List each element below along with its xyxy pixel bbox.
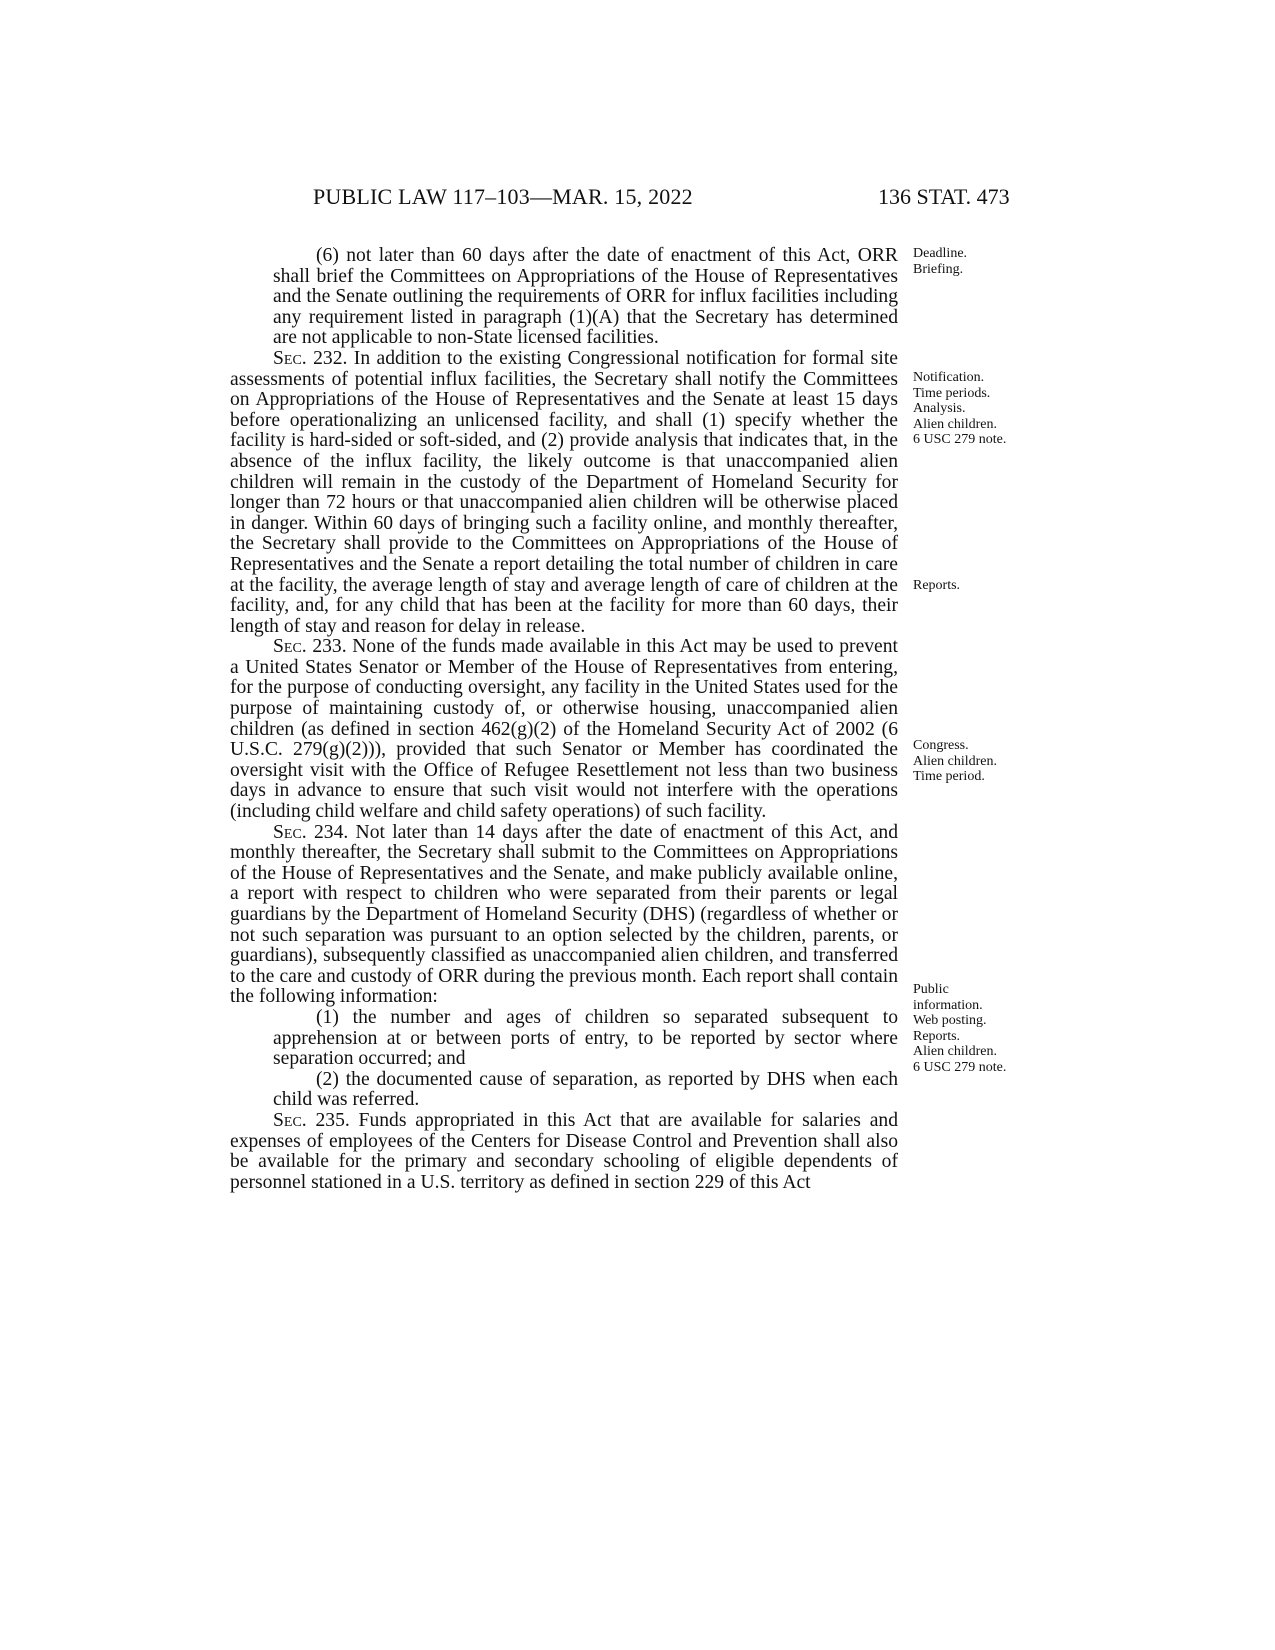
margin-note-line: Briefing. — [913, 261, 964, 277]
section-text: 233. None of the funds made available in this Act may be used to prevent a United States Senator or Member of the House of Representatives from entering, for the purpose of conducting oversight, any facility in the United States used for the purpose of maintaining custody of, or otherwise housing, unaccompanied alien children (as defined in section 462(g)(2) of the Homeland Security Act of 2002 (6 U.S.C. 279(g)(2))), provided that such Senator or Member has coordinated the oversight visit with the Office of Refugee Resettlement not less than two business days in advance to ensure that such visit would not interfere with the operations (including child welfare and child safety operations) of such facility. — [230, 636, 898, 823]
section-235 — [230, 1111, 898, 1193]
margin-note-line: Reports. — [913, 578, 961, 593]
paragraph-text: (6) not later than 60 days after the date of enactment of this Act, ORR shall brief the Committees on Appropriations of the House of Representatives and the Senate outlining the requirements of ORR for influx facilities including any requirement listed in paragraph (1)(A) that the Secretary has determined are not applicable to non-State licensed facilities. — [273, 245, 898, 349]
margin-note-line: Public — [913, 982, 949, 997]
section-text: 234. Not later than 14 days after the date of enactment of this Act, and monthly thereafter, the Secretary shall submit to the Committees on Appropriations of the House of Representatives and the Senate, and make publicly available online, a report with respect to children who were separated from their parents or legal guardians by the Department of Homeland Security (DHS) (regardless of whether or not such separation was pursuant to an option selected by the children, parents, or guardians), subsequently classified as unaccompanied alien children, and transferred to the care and custody of ORR during the previous month. Each report shall contain the following information: — [230, 821, 898, 1008]
section-234 — [230, 823, 898, 1008]
section-233 — [230, 637, 898, 822]
running-header-title: PUBLIC LAW 117–103—MAR. 15, 2022 — [313, 184, 693, 209]
margin-note-sec-234 — [913, 982, 1063, 1075]
margin-note-line: Notification. — [913, 370, 985, 385]
margin-note-line: information. — [913, 997, 983, 1013]
margin-note-line: 6 USC 279 note. — [913, 1059, 1007, 1075]
margin-note-line: Alien children. — [913, 416, 997, 432]
page-number: 136 STAT. 473 — [878, 184, 1010, 209]
margin-note-line: Alien children. — [913, 753, 997, 769]
margin-note-line: Alien children. — [913, 1044, 997, 1059]
section-label: Sec. — [273, 821, 307, 843]
margin-note-sec-233 — [913, 738, 1063, 785]
margin-note-line: Analysis. — [913, 401, 966, 416]
margin-note-line: Reports. — [913, 1028, 961, 1044]
section-label: Sec. — [273, 1109, 307, 1131]
margin-note-line: Time period. — [913, 769, 985, 784]
margin-note-line: Web posting. — [913, 1013, 987, 1028]
margin-note-reports — [913, 578, 1063, 594]
margin-note-deadline — [913, 246, 1063, 277]
section-label: Sec. — [273, 347, 307, 369]
section-232 — [230, 349, 898, 637]
margin-note-line: Time periods. — [913, 385, 991, 401]
margin-note-sec-232 — [913, 370, 1063, 448]
item-text: (2) the documented cause of separation, as reported by DHS when each child was referred. — [273, 1068, 898, 1111]
section-text: 235. Funds appropriated in this Act that are available for salaries and expenses of employees of the Centers for Disease Control and Prevention shall also be available for the primary and secondary schooling of eligible dependents of personnel stationed in a U.S. territory as defined in section 229 of this Act — [230, 1109, 898, 1193]
section-label: Sec. — [273, 636, 307, 658]
section-234-item-2 — [230, 1070, 898, 1111]
body-text — [230, 246, 898, 1193]
paragraph-6 — [230, 246, 898, 349]
margin-note-line: Deadline. — [913, 246, 968, 261]
margin-note-line: Congress. — [913, 738, 969, 753]
section-text: 232. In addition to the existing Congressional notification for formal site assessments of potential influx facilities, the Secretary shall notify the Committees on Appropriations of the House of Representatives and the Senate at least 15 days before operationalizing an unlicensed facility, and shall (1) specify whether the facility is hard-sided or soft-sided, and (2) provide analysis that indicates that, in the absence of the influx facility, the likely outcome is that unaccompanied alien children will remain in the custody of the Department of Homeland Security for longer than 72 hours or that unaccompanied alien children will be otherwise placed in danger. Within 60 days of bringing such a facility online, and monthly thereafter, the Secretary shall provide to the Committees on Appropriations of the House of Representatives and the Senate a report detailing the total number of children in care at the facility, the average length of stay and average length of care of children at the facility, and, for any child that has been at the facility for more than 60 days, their length of stay and reason for delay in release. — [230, 347, 898, 637]
item-text: (1) the number and ages of children so separated subsequent to apprehension at or between ports of entry, to be reported by sector where separation occurred; and — [273, 1006, 898, 1070]
section-234-item-1 — [230, 1008, 898, 1070]
margin-note-line: 6 USC 279 note. — [913, 432, 1007, 447]
